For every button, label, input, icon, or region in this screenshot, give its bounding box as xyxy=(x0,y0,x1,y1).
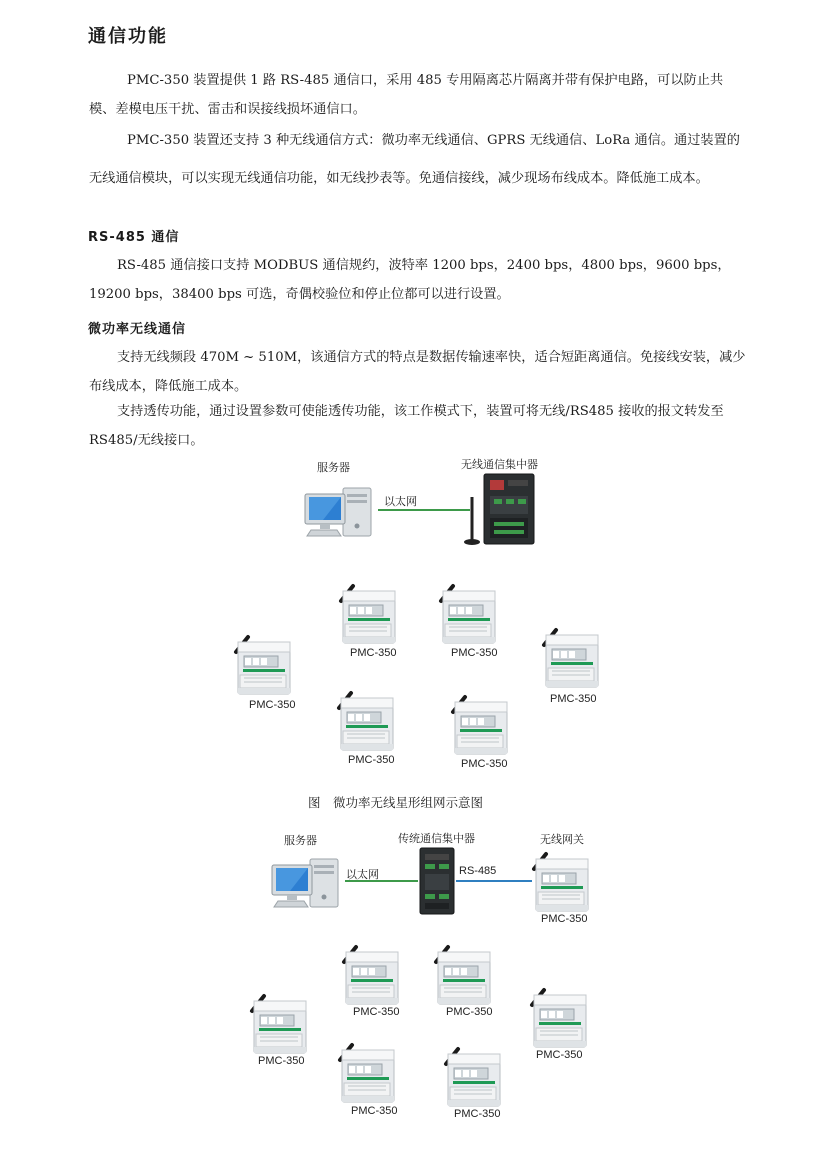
page-title: 通信功能 xyxy=(88,26,168,47)
meter-icon xyxy=(340,1045,394,1102)
fig1-server-label: 服务器 xyxy=(317,462,350,474)
fig2-meter-label: PMC-350 xyxy=(536,1049,583,1061)
fig2-meter-label: PMC-350 xyxy=(351,1105,398,1117)
meter-icon xyxy=(544,630,598,687)
fig2-meter-label: PMC-350 xyxy=(353,1006,400,1018)
fig1-meter-label: PMC-350 xyxy=(550,693,597,705)
meter-icon xyxy=(441,586,495,643)
server-icon xyxy=(305,488,371,536)
fig2-rs485-label: RS-485 xyxy=(459,865,497,877)
wireless-concentrator-icon xyxy=(464,474,534,545)
intro-paragraph-1: PMC-350 装置提供 1 路 RS-485 通信口，采用 485 专用隔离芯片隔离并带有保护电路，可以防止共模、差模电压干扰、雷击和误接线损坏通信口。 xyxy=(89,73,724,117)
fig1-meter-label: PMC-350 xyxy=(461,758,508,770)
rs485-heading: RS-485 通信 xyxy=(88,230,180,245)
fig2-meter-label: PMC-350 xyxy=(258,1055,305,1067)
meter-icon xyxy=(344,947,398,1004)
wireless-paragraph-1: 支持无线频段 470M ~ 510M，该通信方式的特点是数据传输速率快，适合短距离通信。免接线安装，减少布线成本，降低施工成本。 xyxy=(89,350,746,394)
fig1-meter-label: PMC-350 xyxy=(451,647,498,659)
wireless-paragraph-2: 支持透传功能，通过设置参数可使能透传功能，该工作模式下，装置可将无线/RS485 接收的报文转发至 RS485/无线接口。 xyxy=(89,404,724,448)
fig2-gateway-label: 无线网关 xyxy=(540,834,584,846)
intro-paragraph-2: PMC-350 装置还支持 3 种无线通信方式：微功率无线通信、GPRS 无线通信、LoRa 通信。通过装置的无线通信模块，可以实现无线通信功能，如无线抄表等。免通信接线，减少现场布线成本。降低施工成本。 xyxy=(89,133,740,186)
meter-icon xyxy=(453,697,507,754)
server-icon xyxy=(272,859,338,907)
fig2-concentrator-label: 传统通信集中器 xyxy=(398,833,475,845)
fig1-meter-label: PMC-350 xyxy=(350,647,397,659)
fig2-ethernet-label: 以太网 xyxy=(346,869,379,881)
fig1-ethernet-label: 以太网 xyxy=(384,496,417,508)
meter-icon xyxy=(236,637,290,694)
rs485-paragraph: RS-485 通信接口支持 MODBUS 通信规约，波特率 1200 bps，2400 bps，4800 bps，9600 bps，19200 bps，38400 bps 可选，奇偶校验位和停止位都可以进行设置。 xyxy=(89,258,731,302)
meter-icon xyxy=(339,693,393,750)
figure-1-caption: 图 微功率无线星形组网示意图 xyxy=(308,795,484,810)
fig1-meter-label: PMC-350 xyxy=(249,699,296,711)
meter-icon xyxy=(252,996,306,1053)
wireless-heading: 微功率无线通信 xyxy=(88,322,187,337)
fig2-server-label: 服务器 xyxy=(284,835,317,847)
fig1-meter-label: PMC-350 xyxy=(348,754,395,766)
fig1-concentrator-label: 无线通信集中器 xyxy=(461,459,538,471)
meter-icon xyxy=(436,947,490,1004)
fig2-meter-label: PMC-350 xyxy=(446,1006,493,1018)
gateway-meter-icon xyxy=(534,854,588,911)
fig2-meter-label: PMC-350 xyxy=(454,1108,501,1120)
meter-icon xyxy=(446,1049,500,1106)
fig2-gateway-meter-label: PMC-350 xyxy=(541,913,588,925)
traditional-concentrator-icon xyxy=(420,848,454,914)
meter-icon xyxy=(532,990,586,1047)
meter-icon xyxy=(341,586,395,643)
